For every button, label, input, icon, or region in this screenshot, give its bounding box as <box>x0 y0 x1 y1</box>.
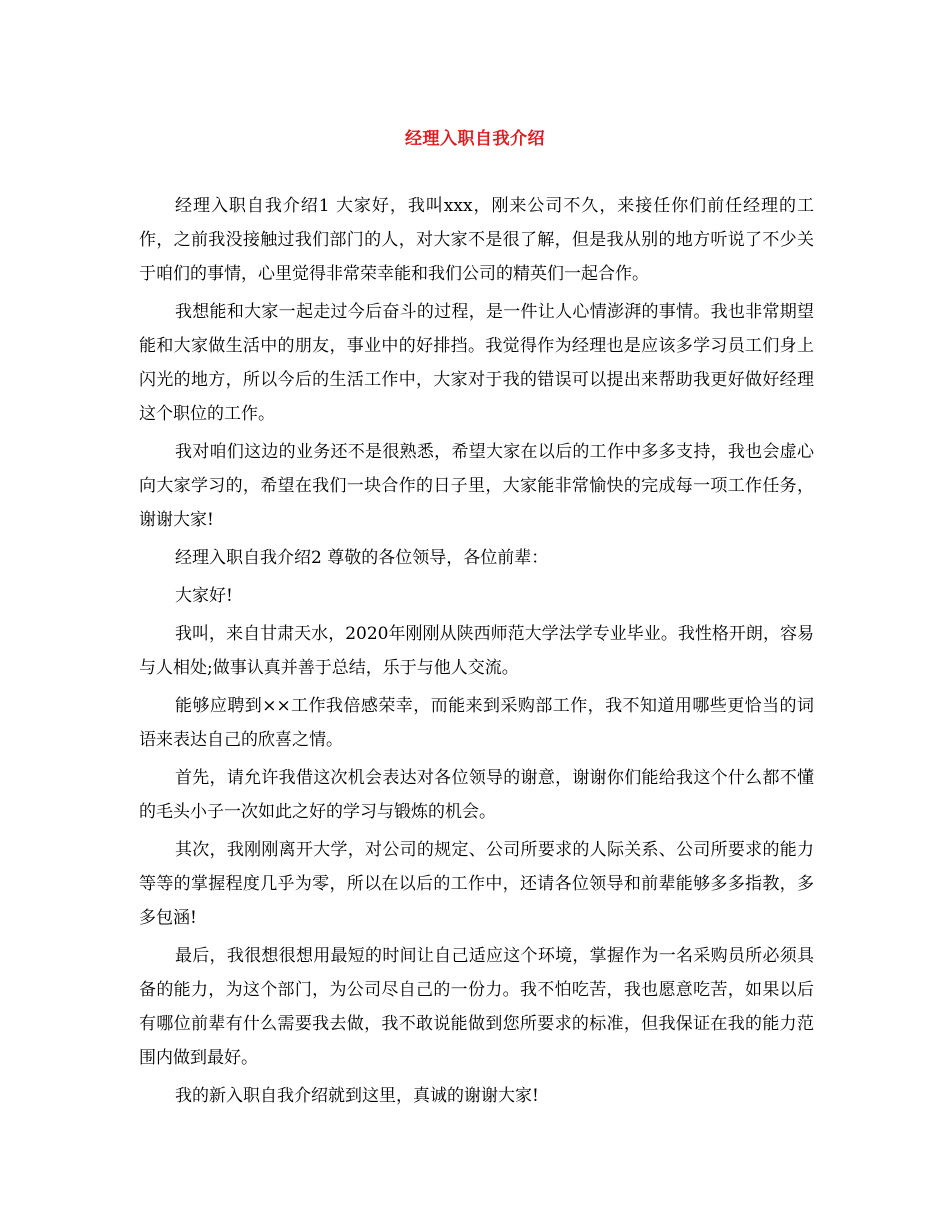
paragraph-last: 最后，我很想很想用最短的时间让自己适应这个环境，掌握作为一名采购员所必须具备的能力，为这个部门，为公司尽自己的一份力。我不怕吃苦，我也愿意吃苦，如果以后有哪位前辈有什么需要我去做，我不敢说能做到您所要求的标准，但我保证在我的能力范围内做到最好。 <box>139 946 814 1068</box>
document-title: 经理入职自我介绍 <box>405 129 545 149</box>
paragraph-hope: 我想能和大家一起走过今后奋斗的过程，是一件让人心情澎湃的事情。我也非常期望能和大家做生活中的朋友，事业中的好排挡。我觉得作为经理也是应该多学习员工们身上闪光的地方，所以今后的生活工作中，大家对于我的错误可以提出来帮助我更好做好经理这个职位的工作。 <box>139 302 814 424</box>
paragraph-greeting: 大家好! <box>175 586 233 606</box>
paragraph-intro-1: 经理入职自我介绍1 大家好，我叫xxx，刚来公司不久，来接任你们前任经理的工作，之前我没接触过我们部门的人，对大家不是很了解，但是我从别的地方听说了不少关于咱们的事情，心里觉得非常荣幸能和我们公司的精英们一起合作。 <box>139 196 814 284</box>
paragraph-intro-2-heading: 经理入职自我介绍2 尊敬的各位领导，各位前辈： <box>175 548 549 568</box>
document-body <box>139 189 814 1117</box>
paragraph-support: 我对咱们这边的业务还不是很熟悉，希望大家在以后的工作中多多支持，我也会虚心向大家学习的，希望在我们一块合作的日子里，大家能非常愉快的完成每一项工作任务，谢谢大家! <box>139 442 814 530</box>
paragraph-honor: 能够应聘到××工作我倍感荣幸，而能来到采购部工作，我不知道用哪些更恰当的词语来表达自己的欣喜之情。 <box>139 696 814 750</box>
paragraph-background: 我叫，来自甘肃天水，2020年刚刚从陕西师范大学法学专业毕业。我性格开朗，容易与人相处;做事认真并善于总结，乐于与他人交流。 <box>139 624 814 678</box>
paragraph-second: 其次，我刚刚离开大学，对公司的规定、公司所要求的人际关系、公司所要求的能力等等的掌握程度几乎为零，所以在以后的工作中，还请各位领导和前辈能够多多指教，多多包涵! <box>139 840 814 928</box>
paragraph-closing: 我的新入职自我介绍就到这里，真诚的谢谢大家! <box>175 1086 539 1106</box>
paragraph-first: 首先，请允许我借这次机会表达对各位领导的谢意，谢谢你们能给我这个什么都不懂的毛头小子一次如此之好的学习与锻炼的机会。 <box>139 768 814 822</box>
